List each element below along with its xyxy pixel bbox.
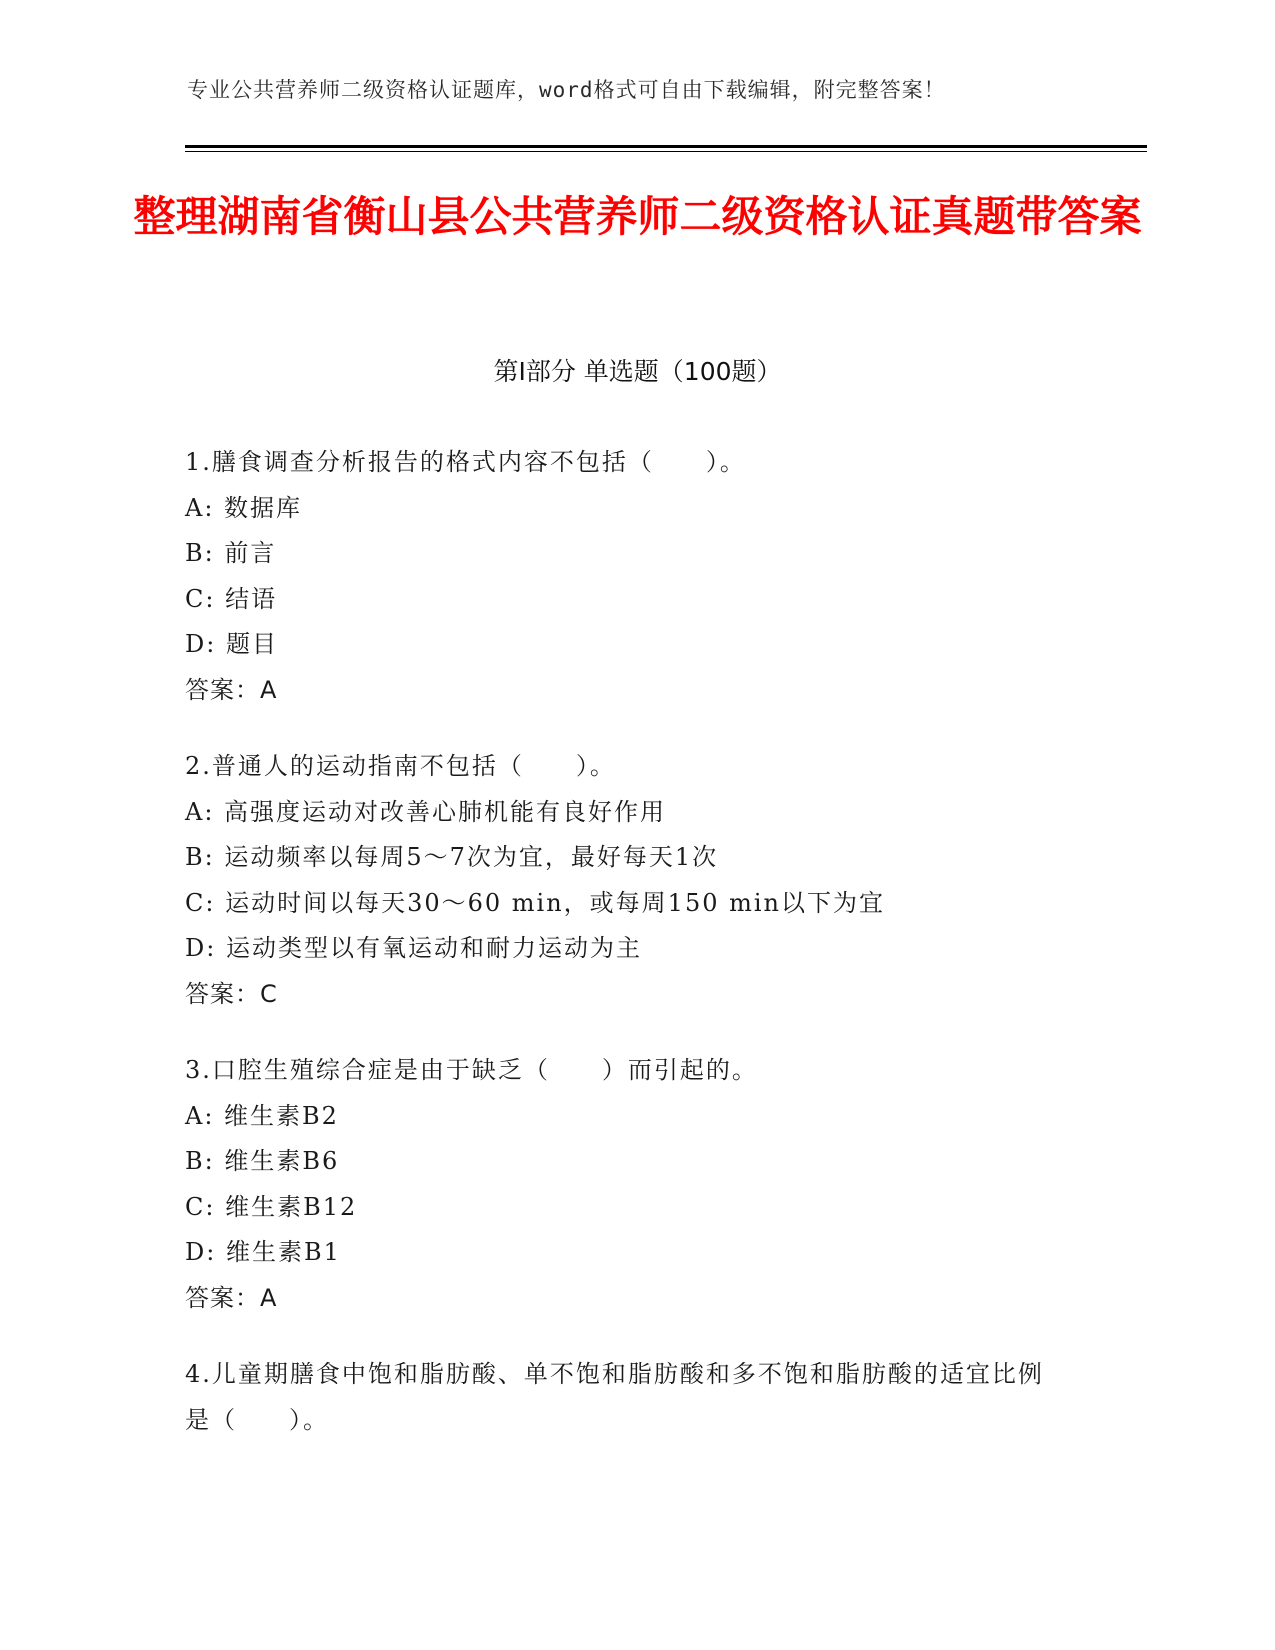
- question-stem: 4.儿童期膳食中饱和脂肪酸、单不饱和脂肪酸和多不饱和脂肪酸的适宜比例是（ ）。: [185, 1360, 1044, 1434]
- question-list: [185, 440, 1075, 1474]
- header-rule-thin: [185, 151, 1147, 152]
- answer: 答案：A: [185, 1283, 278, 1312]
- option-d: D: 运动类型以有氧运动和耐力运动为主: [185, 934, 642, 962]
- question-2: [185, 744, 1075, 1017]
- question-stem: 1.膳食调查分析报告的格式内容不包括（ ）。: [185, 448, 746, 476]
- option-c: C: 维生素B12: [185, 1192, 358, 1221]
- option-c: C: 运动时间以每天30～60 min，或每周150 min以下为宜: [185, 888, 886, 917]
- option-d: D: 维生素B1: [185, 1238, 341, 1266]
- question-1: [185, 440, 1075, 713]
- option-b: B: 维生素B6: [185, 1147, 340, 1175]
- question-3: [185, 1048, 1075, 1321]
- answer: 答案：A: [185, 675, 278, 704]
- option-a: A: 高强度运动对改善心肺机能有良好作用: [185, 797, 667, 826]
- question-stem: 3.口腔生殖综合症是由于缺乏（ ）而引起的。: [185, 1056, 758, 1084]
- option-a: A: 数据库: [185, 493, 303, 522]
- question-4: [185, 1352, 1075, 1443]
- question-stem: 2.普通人的运动指南不包括（ ）。: [185, 752, 616, 780]
- option-a: A: 维生素B2: [185, 1101, 339, 1130]
- option-c: C: 结语: [185, 584, 278, 613]
- header-rule-thick: [185, 145, 1147, 148]
- answer: 答案：C: [185, 979, 278, 1008]
- header-note: 专业公共营养师二级资格认证题库，word格式可自由下载编辑，附完整答案！: [187, 78, 946, 102]
- option-d: D: 题目: [185, 630, 278, 658]
- option-b: B: 前言: [185, 539, 277, 567]
- option-b: B: 运动频率以每周5～7次为宜，最好每天1次: [185, 843, 719, 871]
- document-title: 整理湖南省衡山县公共营养师二级资格认证真题带答案: [133, 192, 1142, 241]
- section-title: 第Ⅰ部分 单选题（100题）: [493, 357, 782, 386]
